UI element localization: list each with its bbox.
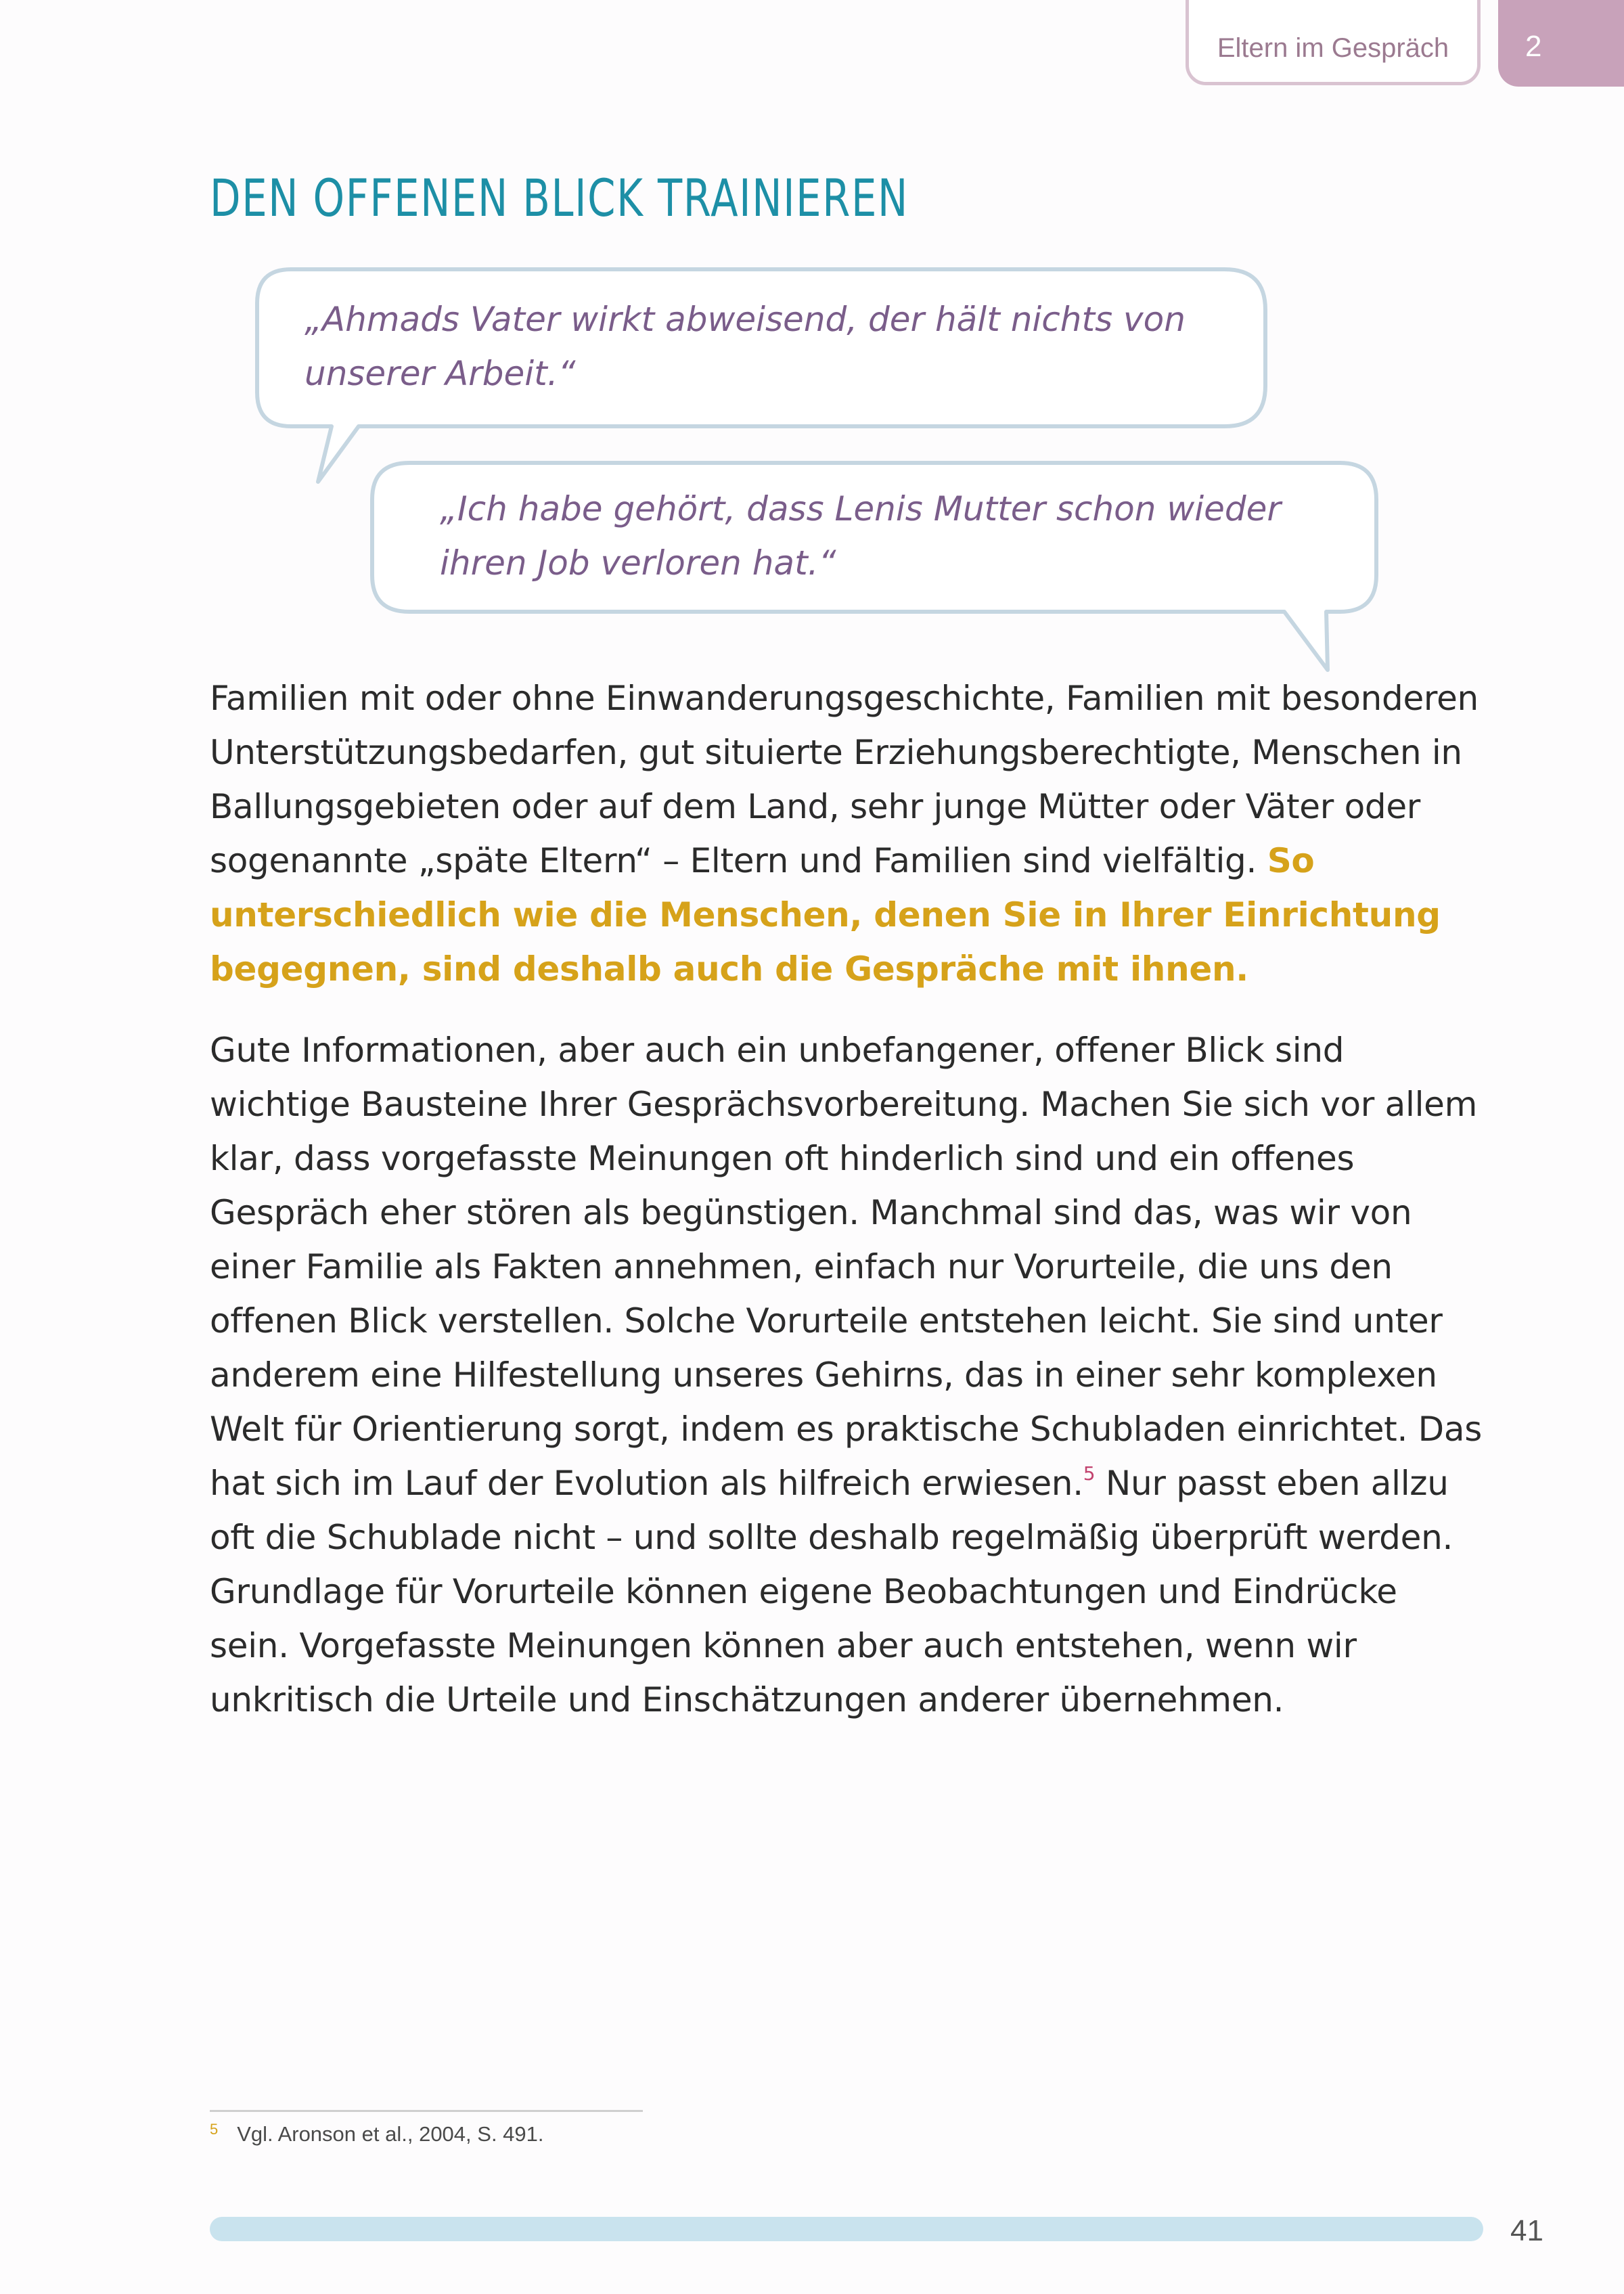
quote-2: „Ich habe gehört, dass Lenis Mutter schon wieder ihren Job verloren hat.“ xyxy=(440,489,1281,583)
footnote-reference[interactable]: 5 xyxy=(1083,1462,1096,1485)
paragraph-2 xyxy=(210,1023,1482,1727)
paragraph-1-text: Familien mit oder ohne Einwanderungsgeschichte, Familien mit besonderen Unterstützungsbedarfen, gut situierte Erziehungsberechtigte, Menschen in Ballungsgebieten oder auf dem Land, sehr junge Mütter oder Väter oder sogenannte „späte Eltern“ – Eltern und Familien sind vielfältig. xyxy=(210,679,1479,880)
footnote-divider xyxy=(210,2110,643,2112)
paragraph-1 xyxy=(210,671,1482,996)
paragraph-2-text-before: Gute Informationen, aber auch ein unbefangener, offener Blick sind wichtige Bausteine Ihrer Gesprächsvorbereitung. Machen Sie sich vor allem klar, dass vorgefasste Meinungen oft hinderlich sind und ein offenes Gespräch eher stören als begünstigen. Manchmal sind das, was wir von einer Familie als Fakten annehmen, einfach nur Vorurteile, die uns den offenen Blick verstellen. Solche Vorurteile entstehen leicht. Sie sind unter anderem eine Hilfestellung unseres Gehirns, das in einer sehr komplexen Welt für Orientierung sorgt, indem es praktische Schubladen einrichtet. Das hat sich im Lauf der Evolution als hilfreich erwiesen. xyxy=(210,1031,1482,1503)
footnote-mark: 5 xyxy=(210,2121,219,2138)
section-title: Eltern im Gespräch xyxy=(1217,33,1449,63)
page-title: DEN OFFENEN BLICK TRAINIEREN xyxy=(210,168,909,228)
bottom-decorative-bar xyxy=(210,2217,1483,2241)
footnote-text: Vgl. Aronson et al., 2004, S. 491. xyxy=(237,2122,544,2146)
paragraph-2-text-after: Nur passt eben allzu oft die Schublade nicht – und sollte deshalb regelmäßig überprüft werden. Grundlage für Vorurteile können eigene Beobachtungen und Eindrücke sein. Vorgefasste Meinungen können aber auch entstehen, wenn wir unkritisch die Urteile und Einschätzungen anderer übernehmen. xyxy=(210,1464,1453,1719)
paragraph-1-highlight: So unterschiedlich wie die Menschen, denen Sie in Ihrer Einrichtung begegnen, sind deshalb auch die Gespräche mit ihnen. xyxy=(210,841,1441,989)
chapter-number: 2 xyxy=(1525,30,1542,63)
footnote xyxy=(210,2121,544,2146)
page-number: 41 xyxy=(1510,2214,1543,2247)
quote-1: „Ahmads Vater wirkt abweisend, der hält nichts von unserer Arbeit.“ xyxy=(304,300,1186,393)
